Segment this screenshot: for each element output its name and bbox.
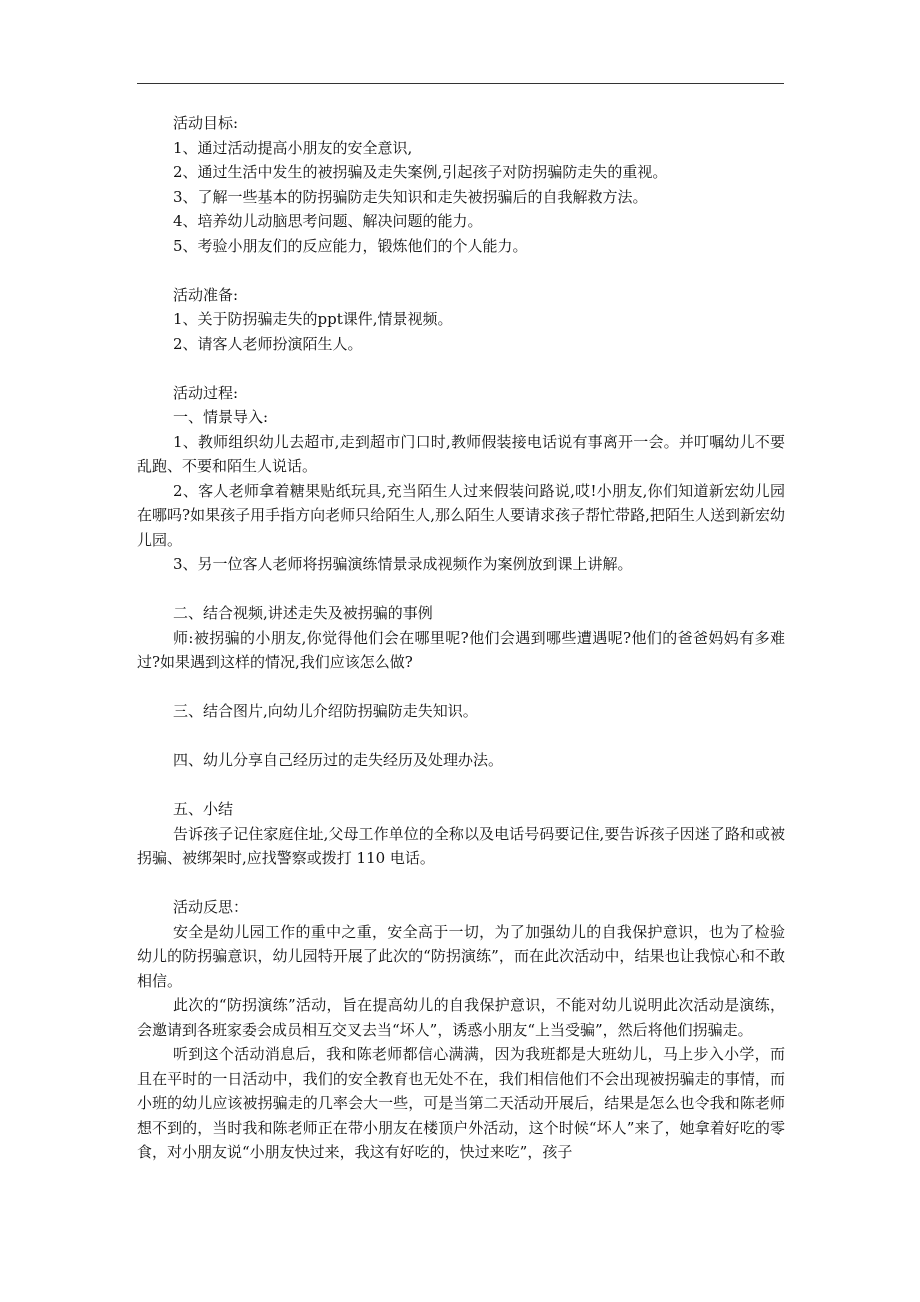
goal-item: 1、通过活动提高小朋友的安全意识, xyxy=(173,138,413,157)
reflection-paragraph: 听到这个活动消息后，我和陈老师都信心满满，因为我班都是大班幼儿，马上步入小学，而且在平时的一日活动中，我们的安全教育也无处不在，我们相信他们不会出现被拐骗走的事情，而小班的幼儿应该被拐骗走的几率会大一些，可是当第二天活动开展后，结果是怎么也令我和陈老师想不到的，当时我和陈老师正在带小朋友在楼顶户外活动，这个时候“坏人”来了，她拿着好吃的零食，对小朋友说“小朋友快过来，我这有好吃的，快过来吃”，孩子 xyxy=(137,1045,785,1161)
prep-item: 2、请客人老师扮演陌生人。 xyxy=(173,334,363,353)
step1-paragraph: 3、另一位客人老师将拐骗演练情景录成视频作为案例放到课上讲解。 xyxy=(173,555,633,573)
step1-paragraph: 2、客人老师拿着糖果贴纸玩具,充当陌生人过来假装问路说,哎!小朋友,你们知道新宏幼儿园在哪吗?如果孩子用手指方向老师只给陌生人,那么陌生人要请求孩子帮忙带路,把陌生人送到新宏幼儿园。 xyxy=(137,481,785,549)
step4-title: 四、幼儿分享自己经历过的走失经历及处理办法。 xyxy=(173,751,504,769)
goals-heading: 活动目标: xyxy=(173,114,239,132)
step2-title: 二、结合视频,讲述走失及被拐骗的事例 xyxy=(173,604,433,622)
goal-item: 4、培养幼儿动脑思考问题、解决问题的能力。 xyxy=(173,212,483,230)
goal-item: 2、通过生活中发生的被拐骗及走失案例,引起孩子对防拐骗防走失的重视。 xyxy=(173,163,668,181)
goals-section xyxy=(137,111,785,258)
process-heading: 活动过程: xyxy=(173,383,239,402)
prep-section xyxy=(137,283,785,357)
process-section xyxy=(137,381,785,871)
step1-paragraph: 1、教师组织幼儿去超市,走到超市门口时,教师假装接电话说有事离开一会。并叮嘱幼儿不要乱跑、不要和陌生人说话。 xyxy=(137,432,785,475)
reflection-section xyxy=(137,895,785,1165)
step5-paragraph: 告诉孩子记住家庭住址,父母工作单位的全称以及电话号码要记住,要告诉孩子因迷了路和或被拐骗、被绑架时,应找警察或拨打 110 电话。 xyxy=(137,824,785,867)
document-body xyxy=(137,111,785,1189)
step5-title: 五、小结 xyxy=(173,800,234,818)
header-rule xyxy=(137,83,784,84)
reflection-heading: 活动反思： xyxy=(173,898,249,916)
step3-title: 三、结合图片,向幼儿介绍防拐骗防走失知识。 xyxy=(173,702,478,720)
step1-title: 一、情景导入: xyxy=(173,408,269,426)
goal-item: 5、考验小朋友们的反应能力，锻炼他们的个人能力。 xyxy=(173,236,528,255)
prep-item: 1、关于防拐骗走失的ppt课件,情景视频。 xyxy=(173,310,453,328)
reflection-paragraph: 此次的“防拐演练”活动，旨在提高幼儿的自我保护意识，不能对幼儿说明此次活动是演练，会邀请到各班家委会成员相互交叉去当“坏人”，诱惑小朋友“上当受骗”，然后将他们拐骗走。 xyxy=(137,996,785,1039)
step2-paragraph: 师:被拐骗的小朋友,你觉得他们会在哪里呢?他们会遇到哪些遭遇呢?他们的爸爸妈妈有多难过?如果遇到这样的情况,我们应该怎么做? xyxy=(137,628,785,671)
prep-heading: 活动准备: xyxy=(173,285,239,304)
reflection-paragraph: 安全是幼儿园工作的重中之重，安全高于一切，为了加强幼儿的自我保护意识，也为了检验幼儿的防拐骗意识，幼儿园特开展了此次的“防拐演练”，而在此次活动中，结果也让我惊心和不敢相信。 xyxy=(137,922,785,990)
goal-item: 3、了解一些基本的防拐骗防走失知识和走失被拐骗后的自我解救方法。 xyxy=(173,187,648,206)
